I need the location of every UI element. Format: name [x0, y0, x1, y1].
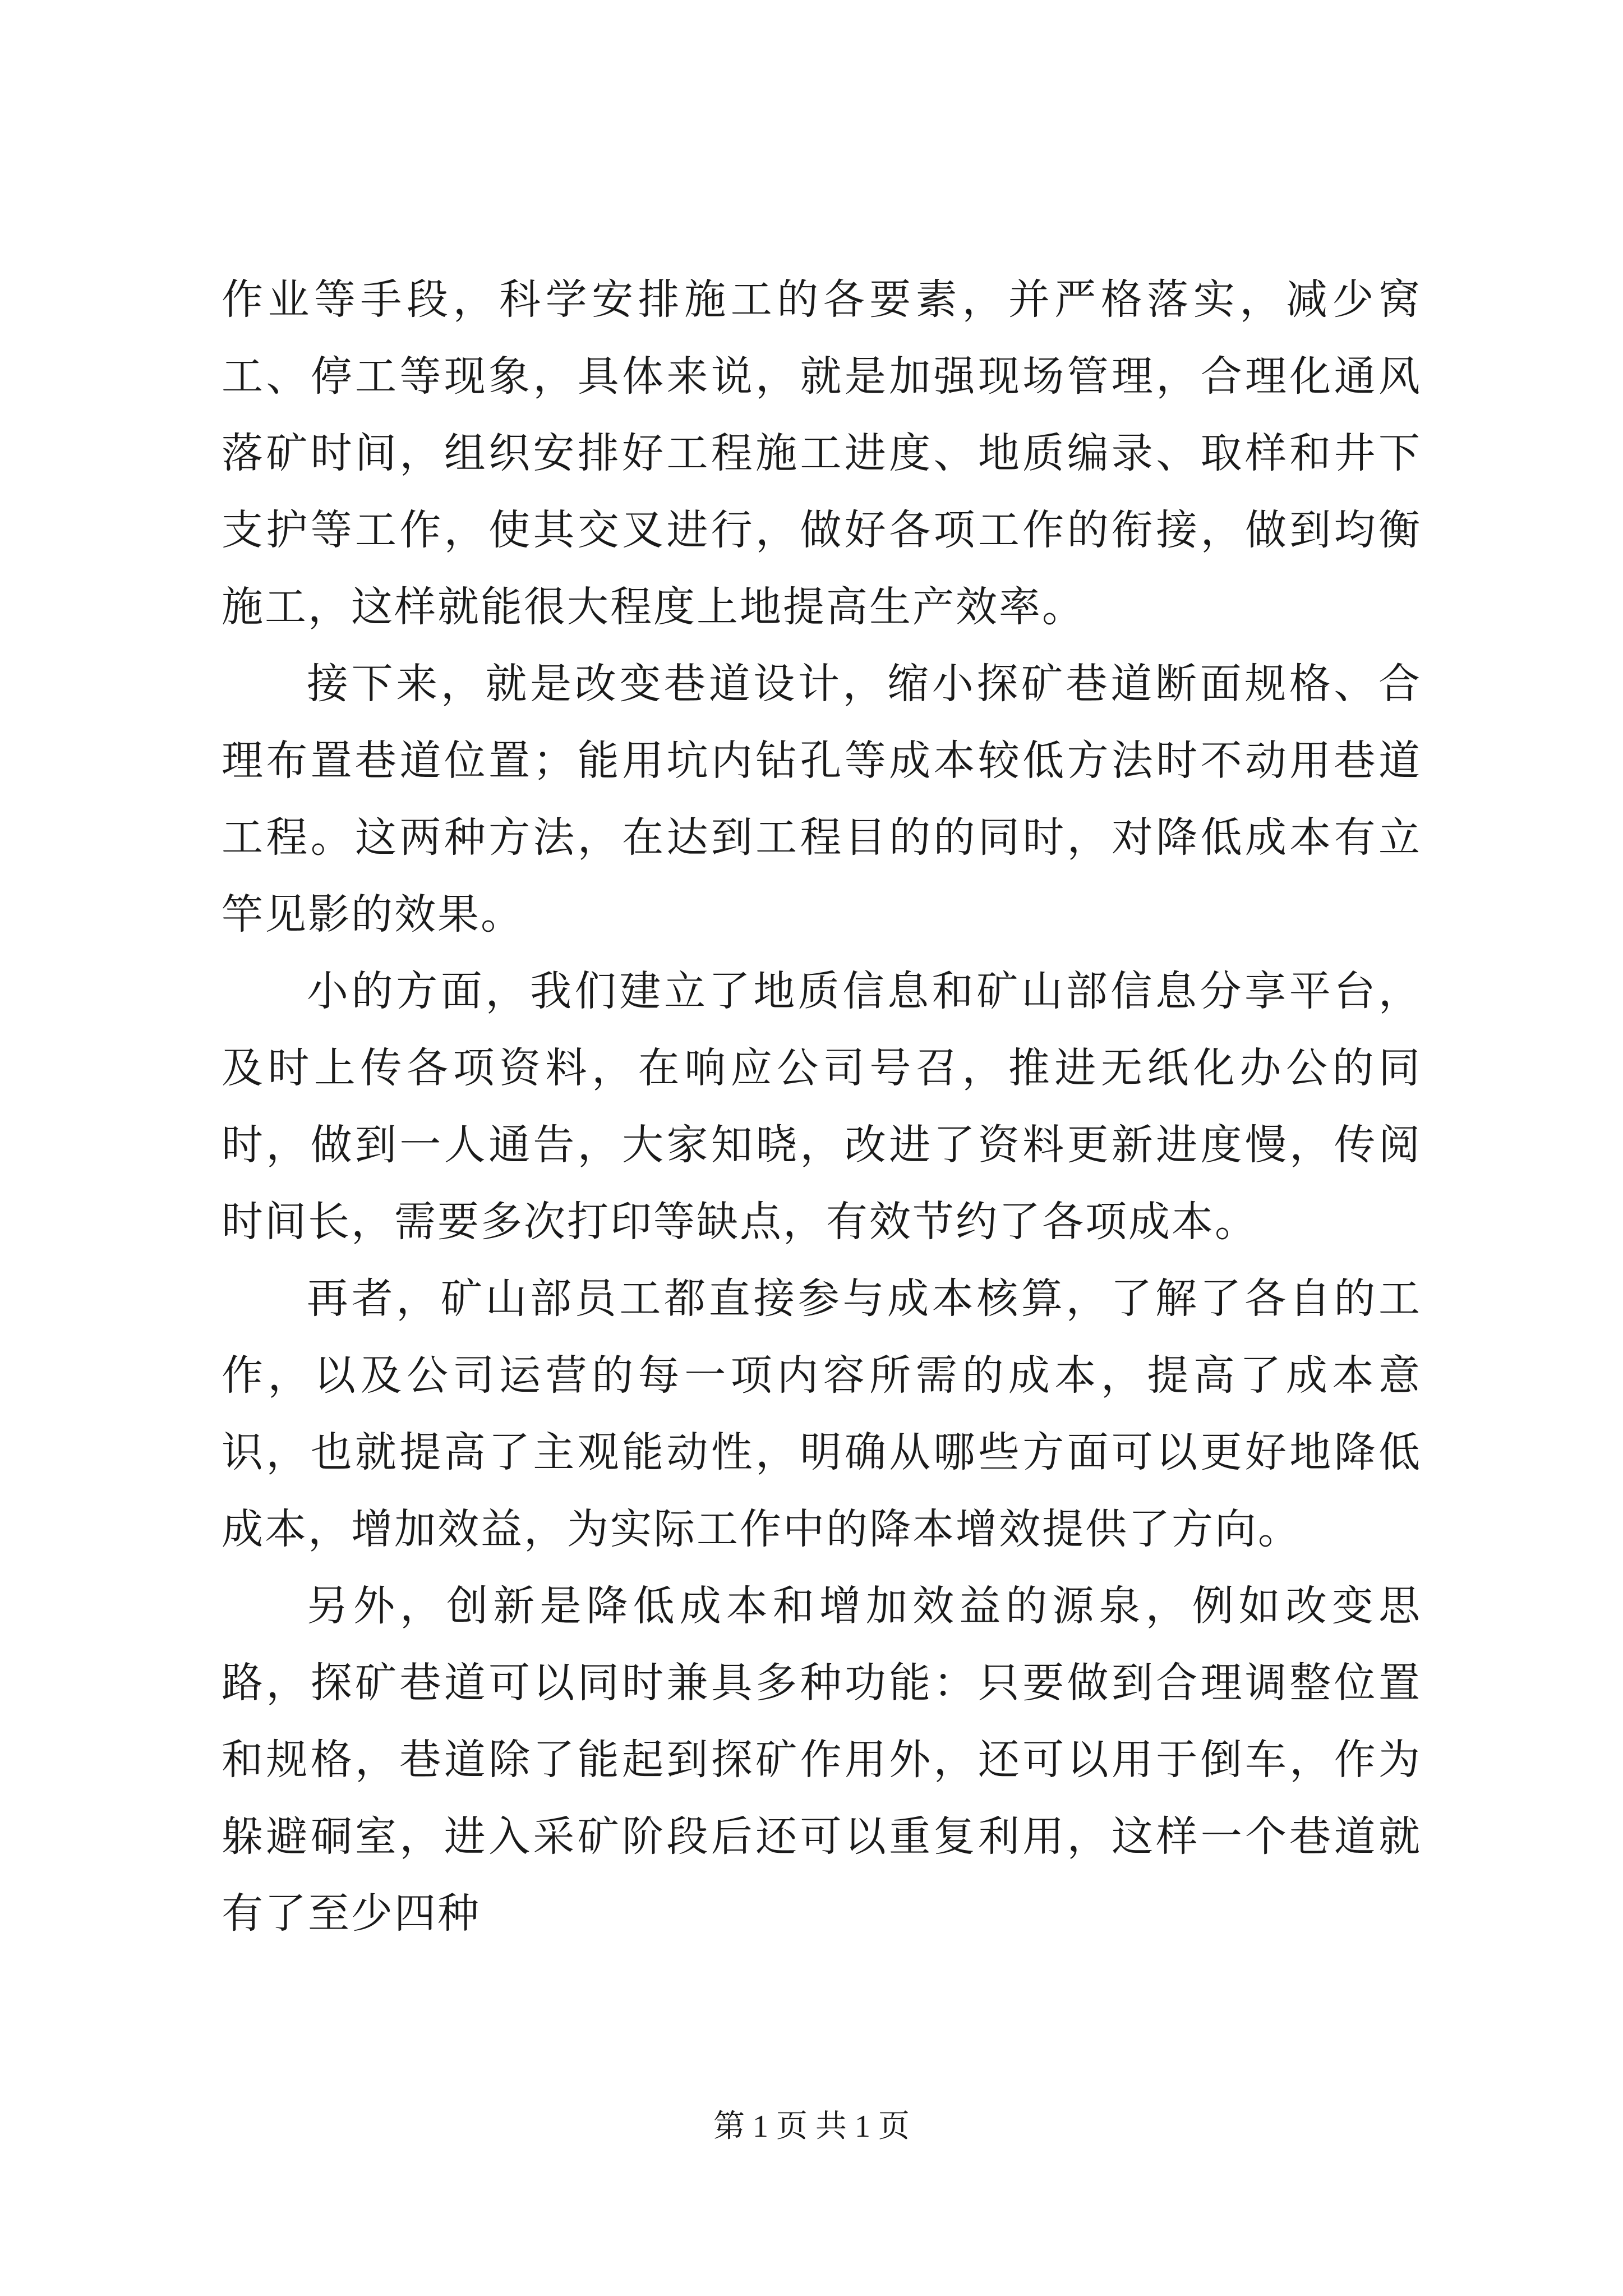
paragraph-1: 作业等手段，科学安排施工的各要素，并严格落实，减少窝工、停工等现象，具体来说，就是加强现场管理，合理化通风落矿时间，组织安排好工程施工进度、地质编录、取样和井下支护等工作，使其交叉进行，做好各项工作的衔接，做到均衡施工，这样就能很大程度上地提高生产效率。: [222, 275, 1422, 631]
document-body: [222, 261, 1422, 1952]
page-footer: 第 1 页 共 1 页: [713, 2109, 910, 2144]
paragraph-4: 再者，矿山部员工都直接参与成本核算，了解了各自的工作，以及公司运营的每一项内容所需的成本，提高了成本意识，也就提高了主观能动性，明确从哪些方面可以更好地降低成本，增加效益，为实际工作中的降本增效提供了方向。: [222, 1274, 1422, 1553]
paragraph-3: 小的方面，我们建立了地质信息和矿山部信息分享平台，及时上传各项资料，在响应公司号召，推进无纸化办公的同时，做到一人通告，大家知晓，改进了资料更新进度慢，传阅时间长，需要多次打印等缺点，有效节约了各项成本。: [222, 967, 1422, 1246]
paragraph-5: 另外，创新是降低成本和增加效益的源泉，例如改变思路，探矿巷道可以同时兼具多种功能：只要做到合理调整位置和规格，巷道除了能起到探矿作用外，还可以用于倒车，作为躲避硐室，进入采矿阶段后还可以重复利用，这样一个巷道就有了至少四种: [222, 1582, 1422, 1938]
paragraph-2: 接下来，就是改变巷道设计，缩小探矿巷道断面规格、合理布置巷道位置；能用坑内钻孔等成本较低方法时不动用巷道工程。这两种方法，在达到工程目的的同时，对降低成本有立竿见影的效果。: [222, 660, 1422, 938]
